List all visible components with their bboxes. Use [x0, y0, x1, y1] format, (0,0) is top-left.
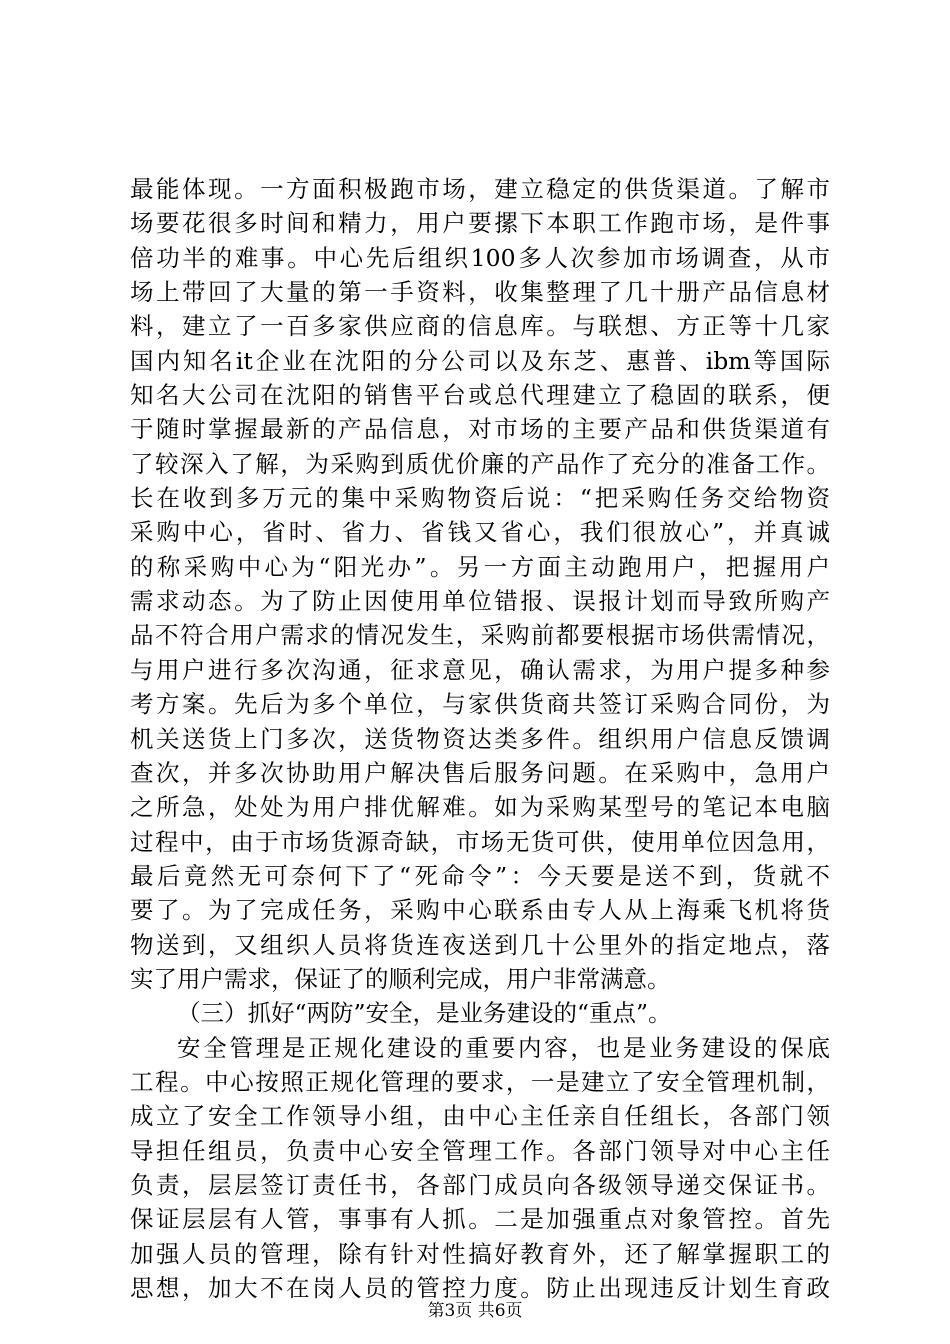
text-line-7: 知名大公司在沈阳的销售平台或总代理建立了稳固的联系，便	[130, 381, 830, 410]
text-line-12: 的称采购中心为“阳光办”。另一方面主动跑用户，把握用户	[130, 552, 830, 581]
text-line-3: 倍功半的难事。中心先后组织100多人次参加市场调查，从市	[130, 243, 830, 272]
text-line-31: 保证层层有人管，事事有人抓。二是加强重点对象管控。首先	[130, 1205, 830, 1234]
section-heading: （三）抓好“两防”安全，是业务建设的“重点”。	[177, 999, 672, 1028]
page-number-footer: 第3页 共6页	[427, 1301, 523, 1321]
text-line-8: 于随时掌握最新的产品信息，对市场的主要产品和供货渠道有	[130, 415, 830, 444]
text-line-22: 要了。为了完成任务，采购中心联系由专人从上海乘飞机将货	[130, 896, 830, 925]
text-line-28: 成立了安全工作领导小组，由中心主任亲自任组长，各部门领	[130, 1102, 830, 1131]
text-line-18: 查次，并多次协助用户解决售后服务问题。在采购中，急用户	[130, 758, 830, 787]
text-line-33: 思想，加大不在岗人员的管控力度。防止出现违反计划生育政	[130, 1274, 830, 1302]
text-line-20: 过程中，由于市场货源奇缺，市场无货可供，使用单位因急用，	[130, 827, 830, 856]
text-line-6: 国内知名it企业在沈阳的分公司以及东芝、惠普、ibm等国际	[130, 346, 830, 375]
text-line-32: 加强人员的管理，除有针对性搞好教育外，还了解掌握职工的	[130, 1239, 830, 1268]
text-line-29: 导担任组员，负责中心安全管理工作。各部门领导对中心主任	[130, 1136, 830, 1165]
text-line-23: 物送到，又组织人员将货连夜送到几十公里外的指定地点，落	[130, 930, 830, 959]
text-line-27: 工程。中心按照正规化管理的要求，一是建立了安全管理机制，	[130, 1067, 830, 1096]
text-line-17: 机关送货上门多次，送货物资达类多件。组织用户信息反馈调	[130, 724, 830, 753]
text-line-15: 与用户进行多次沟通，征求意见，确认需求，为用户提多种参	[130, 655, 830, 684]
text-line-16: 考方案。先后为多个单位，与家供货商共签订采购合同份，为	[130, 690, 830, 719]
text-line-1: 最能体现。一方面积极跑市场，建立稳定的供货渠道。了解市	[130, 175, 830, 203]
text-line-30: 负责，层层签订责任书，各部门成员向各级领导递交保证书。	[130, 1170, 830, 1199]
text-line-14: 品不符合用户需求的情况发生，采购前都要根据市场供需情况，	[130, 621, 830, 650]
text-line-5: 料，建立了一百多家供应商的信息库。与联想、方正等十几家	[130, 312, 830, 341]
text-line-9: 了较深入了解，为采购到质优价廉的产品作了充分的准备工作。	[130, 449, 830, 478]
text-line-24: 实了用户需求，保证了的顺利完成，用户非常满意。	[130, 964, 671, 993]
text-line-10: 长在收到多万元的集中采购物资后说：“把采购任务交给物资	[130, 484, 830, 513]
text-line-2: 场要花很多时间和精力，用户要摞下本职工作跑市场，是件事	[130, 209, 830, 238]
body-text	[130, 172, 830, 1305]
text-line-13: 需求动态。为了防止因使用单位错报、误报计划而导致所购产	[130, 587, 830, 616]
text-line-21: 最后竟然无可奈何下了“死命令”：今天要是送不到，货就不	[130, 861, 830, 890]
text-line-19: 之所急，处处为用户排优解难。如为采购某型号的笔记本电脑	[130, 793, 830, 822]
text-line-11: 采购中心，省时、省力、省钱又省心，我们很放心”，并真诚	[130, 518, 830, 547]
text-line-4: 场上带回了大量的第一手资料，收集整理了几十册产品信息材	[130, 278, 830, 307]
text-line-26: 安全管理是正规化建设的重要内容，也是业务建设的保底	[177, 1033, 830, 1062]
